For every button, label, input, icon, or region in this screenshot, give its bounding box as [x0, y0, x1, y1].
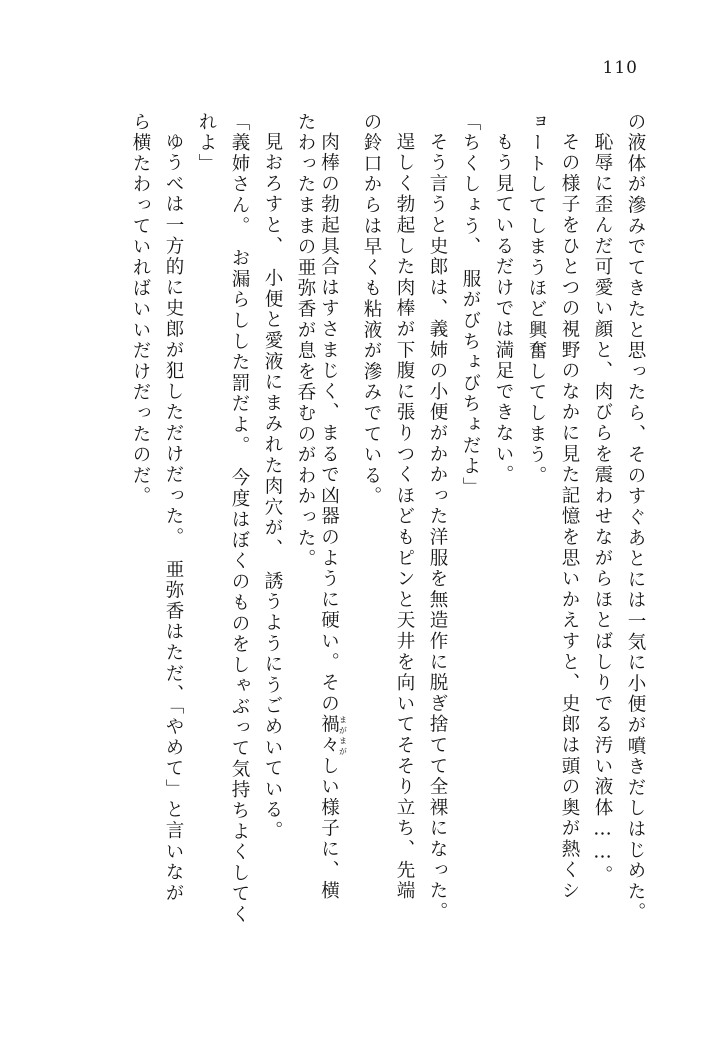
text-line: の鈴口からは早くも粘液が滲みでている。	[361, 112, 382, 508]
text-line: 見おろすと、 小便と愛液にまみれた肉穴が、 誘うようにうごめいている。	[262, 132, 283, 842]
vertical-text-body	[88, 112, 644, 967]
text-line: 逞しく勃起した肉棒が下腹に張りつくほどもピンと天井を向いてそそり立ち、先端	[394, 132, 415, 902]
text-line: の液体が滲みでてきたと思ったら、そのすぐあとには一気に小便が噴きだしはじめた。	[625, 112, 646, 924]
text-line: ゆうべは一方的に史郎が犯しただけだった。 亜弥香はただ、「やめて」と言いなが	[163, 132, 184, 904]
text-line: そう言うと史郎は、義姉の小便がかかった洋服を無造作に脱ぎ捨てて全裸になった。	[427, 132, 448, 923]
text-line: 「ちくしょう、 服がびちょびちょだよ」	[460, 112, 481, 498]
text-line: その様子をひとつの視野のなかに見た記憶を思いかえすと、史郎は頭の奥が熱くシ	[559, 132, 580, 902]
ruby-annotation: 禍々 まがまが	[318, 714, 348, 757]
text-line: もう見ているだけでは満足できない。	[493, 132, 514, 486]
text-line: ョートしてしまうほど興奮してしまう。	[526, 112, 547, 487]
page-number: 110	[602, 58, 638, 78]
text-line: れよ」	[196, 112, 217, 175]
text-line: 恥辱に歪んだ可愛い顔と、肉びらを震わせながらほとばしりでる汚い液体……。	[592, 132, 613, 886]
text-line: 「義姉さん。 お漏らしした罰だよ。 今度はぼくのものをしゃぶって気持ちよくしてく	[229, 112, 250, 926]
text-line: 肉棒の勃起具合はすさまじく、まるで凶器のように硬い。その禍々 まがまがしい様子に、横	[318, 132, 348, 902]
text-line: たわったままの亜弥香が息を呑むのがわかった。	[295, 112, 316, 570]
text-line: ら横たわっていればいいだけだったのだ。	[130, 112, 151, 508]
